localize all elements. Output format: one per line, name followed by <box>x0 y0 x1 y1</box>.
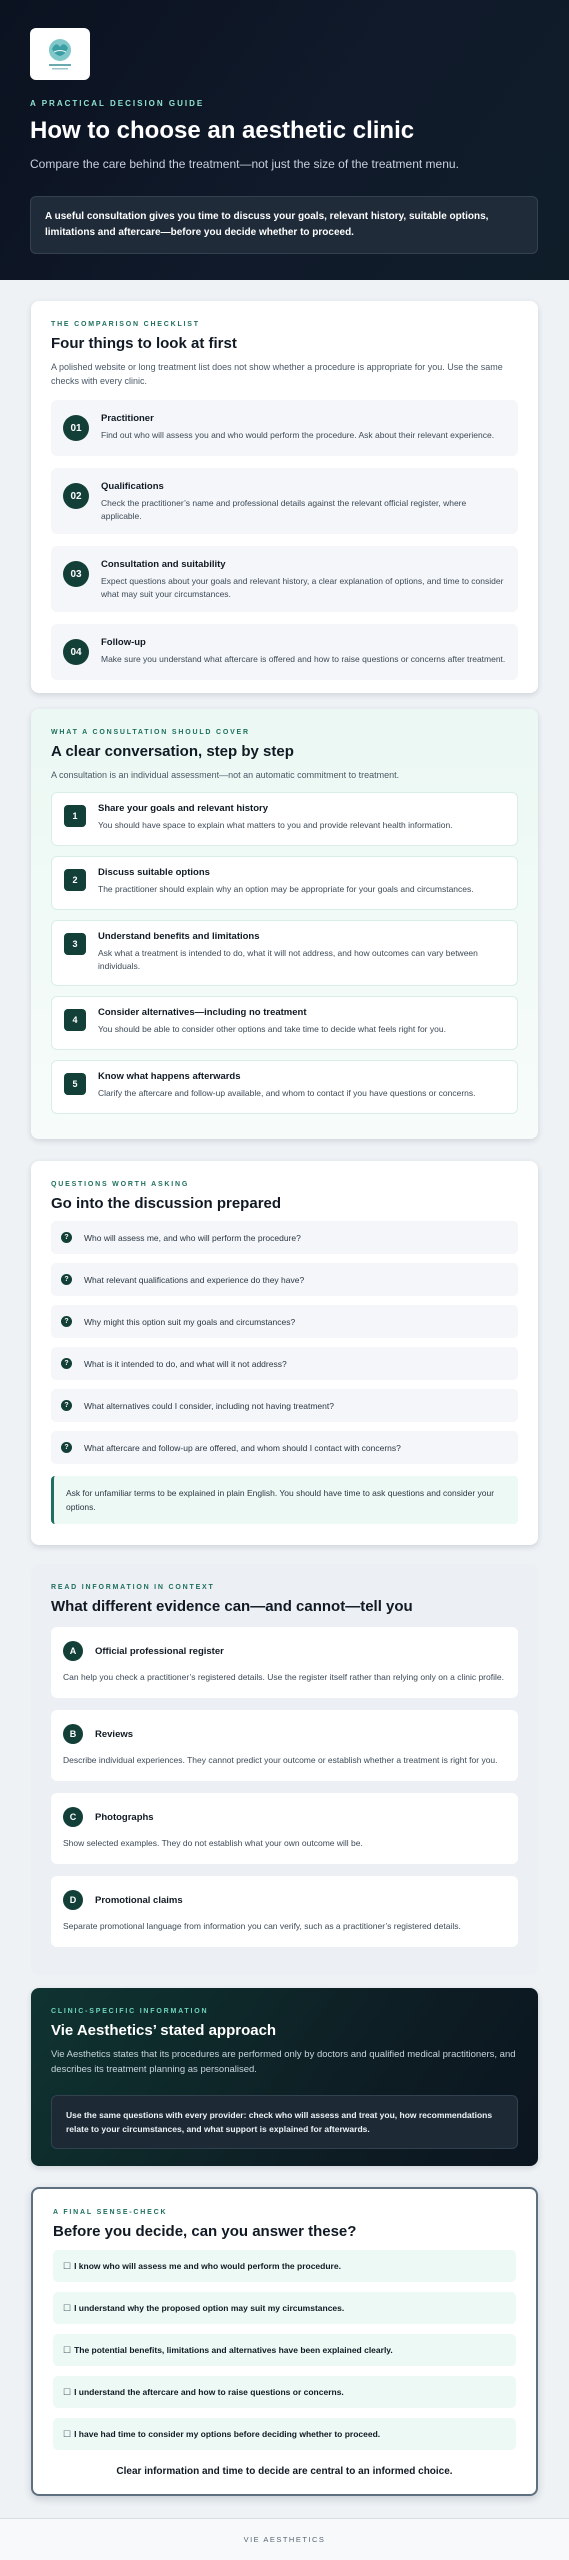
checkbox-icon[interactable]: ☐ <box>63 2302 72 2313</box>
checklist-question[interactable] <box>53 2292 516 2324</box>
checklist-item-practitioner <box>51 400 518 456</box>
step-description: You should have space to explain what matters to you and provide relevant health information. <box>98 820 453 830</box>
evidence-description: Describe individual experiences. They cannot predict your outcome or establish whether a treatment is right for you. <box>63 1755 498 1765</box>
evidence-item-register <box>51 1627 518 1698</box>
step-title: Understand benefits and limitations <box>98 931 260 942</box>
footer-brand[interactable]: VIE AESTHETICS <box>243 2535 326 2544</box>
hero-kicker: A PRACTICAL DECISION GUIDE <box>30 99 205 108</box>
consultation-step-5 <box>51 1060 518 1114</box>
evidence-title: Official professional register <box>95 1645 224 1657</box>
checklist-item-qualifications <box>51 468 518 534</box>
question-mark-icon: ? <box>61 1232 72 1243</box>
step-number: 1 <box>64 805 86 827</box>
hero-callout: A useful consultation gives you time to discuss your goals, relevant history, suitable options, limitations and aftercare—before you decide whether to proceed. <box>30 196 538 254</box>
question-mark-icon: ? <box>61 1400 72 1411</box>
question-item <box>51 1389 518 1422</box>
checklist-item-follow-up <box>51 624 518 680</box>
section-kicker: THE COMPARISON CHECKLIST <box>51 321 200 328</box>
item-title: Practitioner <box>101 413 154 424</box>
question-text: What relevant qualifications and experience do they have? <box>84 1274 305 1285</box>
checkbox-icon[interactable]: ☐ <box>63 2344 72 2355</box>
clinic-approach-card <box>31 1988 538 2166</box>
step-description: Ask what a treatment is intended to do, what it will not address, and how outcomes can vary between individuals. <box>98 948 478 971</box>
consultation-step-4 <box>51 996 518 1050</box>
question-mark-icon: ? <box>61 1442 72 1453</box>
item-number: 01 <box>63 415 89 441</box>
section-intro: A polished website or long treatment list does not show whether a procedure is appropriate for you. Use the same checks with every clinic. <box>51 362 503 386</box>
step-number: 4 <box>64 1009 86 1031</box>
clinic-callout: Use the same questions with every provider: check who will assess and treat you, how recommendations relate to your circumstances, and what support is explained for afterwards. <box>51 2095 518 2149</box>
item-title: Qualifications <box>101 481 164 492</box>
step-description: You should be able to consider other options and take time to decide what feels right for you. <box>98 1024 446 1034</box>
section-intro: Vie Aesthetics states that its procedures are performed only by doctors and qualified medical practitioners, and describes its treatment planning as personalised. <box>51 2049 516 2075</box>
item-description: Make sure you understand what aftercare is offered and how to raise questions or concerns after treatment. <box>101 654 506 664</box>
item-number: 04 <box>63 639 89 665</box>
section-title: Four things to look at first <box>51 335 237 352</box>
section-title: Vie Aesthetics’ stated approach <box>51 2022 277 2039</box>
section-kicker: CLINIC-SPECIFIC INFORMATION <box>51 2008 209 2015</box>
question-mark-icon: ? <box>61 1358 72 1369</box>
step-number: 2 <box>64 869 86 891</box>
checklist-question[interactable] <box>53 2376 516 2408</box>
evidence-card <box>31 1564 538 1975</box>
question-text: Why might this option suit my goals and circumstances? <box>84 1316 296 1327</box>
evidence-item-photographs <box>51 1793 518 1864</box>
evidence-item-reviews <box>51 1710 518 1781</box>
evidence-title: Photographs <box>95 1811 154 1823</box>
step-title: Discuss suitable options <box>98 867 210 878</box>
clinic-logo[interactable] <box>30 28 90 80</box>
item-title: Consultation and suitability <box>101 559 226 570</box>
consultation-step-2 <box>51 856 518 910</box>
final-sense-check-card <box>31 2187 538 2496</box>
question-text: Who will assess me, and who will perform the procedure? <box>84 1232 301 1243</box>
question-text: What aftercare and follow-up are offered, and whom should I contact with concerns? <box>84 1442 401 1453</box>
question-item <box>51 1431 518 1464</box>
checkbox-icon[interactable]: ☐ <box>63 2260 72 2271</box>
item-description: Find out who will assess you and who would perform the procedure. Ask about their relevant experience. <box>101 430 495 440</box>
page-footer <box>0 2518 569 2560</box>
evidence-letter: A <box>63 1641 83 1661</box>
closing-statement: Clear information and time to decide are central to an informed choice. <box>116 2466 453 2477</box>
logo-emblem-icon <box>40 34 80 74</box>
question-mark-icon: ? <box>61 1316 72 1327</box>
question-text: What alternatives could I consider, including not having treatment? <box>84 1400 334 1411</box>
questions-tip: Ask for unfamiliar terms to be explained in plain English. You should have time to ask questions and consider your options. <box>51 1476 518 1524</box>
checklist-question-text: I have had time to consider my options before deciding whether to proceed. <box>74 2429 381 2439</box>
section-title: Go into the discussion prepared <box>51 1195 282 1212</box>
checklist-question-text: The potential benefits, limitations and alternatives have been explained clearly. <box>74 2345 393 2355</box>
question-mark-icon: ? <box>61 1274 72 1285</box>
question-item <box>51 1305 518 1338</box>
checkbox-icon[interactable]: ☐ <box>63 2428 72 2439</box>
step-title: Know what happens afterwards <box>98 1071 241 1082</box>
evidence-title: Promotional claims <box>95 1894 183 1906</box>
section-kicker: A FINAL SENSE-CHECK <box>53 2209 168 2216</box>
checkbox-icon[interactable]: ☐ <box>63 2386 72 2397</box>
item-number: 02 <box>63 483 89 509</box>
questions-card <box>31 1161 538 1545</box>
comparison-checklist-card <box>31 301 538 693</box>
hero-header <box>0 0 569 280</box>
consultation-step-3 <box>51 920 518 986</box>
item-title: Follow-up <box>101 637 146 648</box>
checklist-item-consultation <box>51 546 518 612</box>
step-description: The practitioner should explain why an option may be appropriate for your goals and circumstances. <box>98 884 474 894</box>
question-text: What is it intended to do, and what will it not address? <box>84 1358 287 1369</box>
item-description: Expect questions about your goals and relevant history, a clear explanation of options, and time to consider what may suit your circumstances. <box>101 576 504 599</box>
checklist-question-text: I understand the aftercare and how to raise questions or concerns. <box>74 2387 344 2397</box>
section-title: What different evidence can—and cannot—tell you <box>51 1598 413 1615</box>
checklist-question-text: I know who will assess me and who would perform the procedure. <box>74 2261 341 2271</box>
step-number: 3 <box>64 933 86 955</box>
consultation-step-1 <box>51 792 518 846</box>
question-item <box>51 1347 518 1380</box>
step-description: Clarify the aftercare and follow-up available, and whom to contact if you have questions or concerns. <box>98 1088 476 1098</box>
section-kicker: WHAT A CONSULTATION SHOULD COVER <box>51 729 250 736</box>
checklist-question[interactable] <box>53 2250 516 2282</box>
question-item <box>51 1221 518 1254</box>
evidence-letter: C <box>63 1807 83 1827</box>
checklist-question[interactable] <box>53 2334 516 2366</box>
evidence-item-promotional <box>51 1876 518 1947</box>
evidence-description: Separate promotional language from information you can verify, such as a practitioner’s registered details. <box>63 1921 461 1931</box>
item-description: Check the practitioner’s name and professional details against the relevant official register, where applicable. <box>101 498 467 521</box>
page-subtitle: Compare the care behind the treatment—not just the size of the treatment menu. <box>30 157 459 171</box>
evidence-title: Reviews <box>95 1728 134 1740</box>
step-title: Share your goals and relevant history <box>98 803 268 814</box>
section-intro: A consultation is an individual assessment—not an automatic commitment to treatment. <box>51 770 400 780</box>
checklist-question-text: I understand why the proposed option may suit my circumstances. <box>74 2303 345 2313</box>
consultation-steps-card <box>31 709 538 1139</box>
evidence-letter: B <box>63 1724 83 1744</box>
evidence-description: Can help you check a practitioner’s registered details. Use the register itself rather than relying only on a clinic profile. <box>63 1672 504 1682</box>
evidence-letter: D <box>63 1890 83 1910</box>
section-title: Before you decide, can you answer these? <box>53 2223 357 2240</box>
step-title: Consider alternatives—including no treatment <box>98 1007 307 1018</box>
section-title: A clear conversation, step by step <box>51 743 294 760</box>
checklist-question[interactable] <box>53 2418 516 2450</box>
item-number: 03 <box>63 561 89 587</box>
step-number: 5 <box>64 1073 86 1095</box>
question-item <box>51 1263 518 1296</box>
page-title: How to choose an aesthetic clinic <box>30 117 415 144</box>
section-kicker: READ INFORMATION IN CONTEXT <box>51 1584 215 1591</box>
section-kicker: QUESTIONS WORTH ASKING <box>51 1181 190 1188</box>
evidence-description: Show selected examples. They do not establish what your own outcome will be. <box>63 1838 363 1848</box>
